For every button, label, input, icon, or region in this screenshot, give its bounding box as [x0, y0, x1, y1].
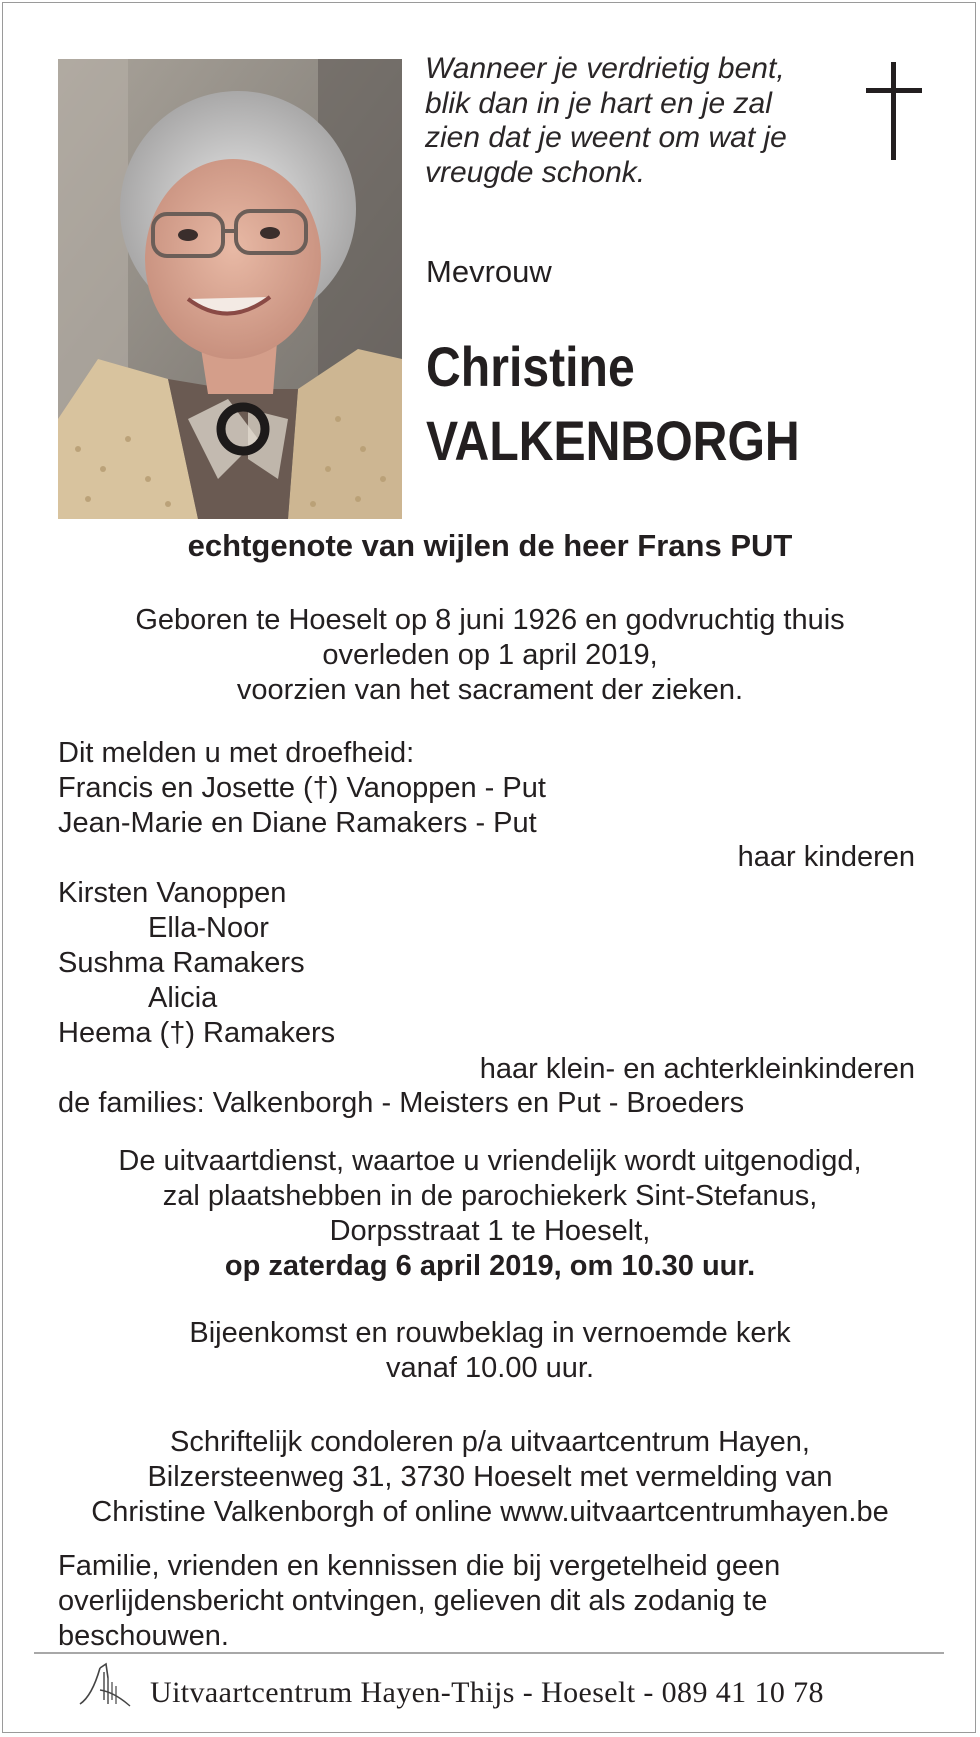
poem-line: blik dan in je hart en je zal: [425, 86, 772, 120]
text-line: Christine Valkenborgh of online www.uitvaartcentrumhayen.be: [91, 1496, 889, 1528]
text-line: Geboren te Hoeselt op 8 juni 1926 en godvruchtig thuis: [135, 604, 845, 636]
grandchild-entry: Heema (†) Ramakers: [58, 1017, 336, 1049]
child-entry: Jean-Marie en Diane Ramakers - Put: [58, 807, 537, 839]
title-prefix: Mevrouw: [426, 254, 552, 289]
text-line: voorzien van het sacrament der zieken.: [236, 674, 744, 706]
text-line: Bijeenkomst en rouwbeklag in vernoemde kerk: [189, 1317, 791, 1349]
deceased-name: [426, 330, 800, 478]
poem-line: vreugde schonk.: [425, 155, 646, 189]
text-line: De uitvaartdienst, waartoe u vriendelijk wordt uitgenodigd,: [118, 1145, 862, 1177]
footer-contact: Uitvaartcentrum Hayen-Thijs - Hoeselt - 089 41 10 78: [150, 1676, 824, 1709]
grandchildren-label: haar klein- en achterkleinkinderen: [479, 1053, 915, 1085]
text-line: beschouwen.: [58, 1620, 229, 1652]
text-line: Schriftelijk condoleren p/a uitvaartcentrum Hayen,: [170, 1426, 810, 1458]
text-line: overleden op 1 april 2019,: [322, 639, 658, 671]
family-intro: Dit melden u met droefheid:: [58, 737, 415, 769]
last-name: VALKENBORGH: [426, 409, 800, 472]
grandchild-entry: Sushma Ramakers: [58, 947, 305, 979]
footer-divider: [34, 1652, 944, 1654]
children-label: haar kinderen: [737, 841, 915, 873]
family-children: [58, 736, 546, 841]
portrait-illustration: [58, 59, 402, 519]
notice-text: [58, 1549, 780, 1654]
grandchild-entry: Alicia: [148, 982, 218, 1014]
spouse-line: echtgenote van wijlen de heer Frans PUT: [187, 528, 793, 563]
funeral-home-logo-icon: [78, 1660, 132, 1708]
condolence-text: [0, 1425, 980, 1530]
grandchild-entry: Ella-Noor: [148, 912, 269, 944]
text-line: vanaf 10.00 uur.: [386, 1352, 594, 1384]
text-line: overlijdensbericht ontvingen, gelieven dit als zodanig te: [58, 1585, 768, 1617]
portrait-photo: [58, 59, 402, 519]
child-entry: Francis en Josette (†) Vanoppen - Put: [58, 772, 546, 804]
text-line: Familie, vrienden en kennissen die bij vergetelheid geen: [58, 1550, 781, 1582]
text-line: Dorpsstraat 1 te Hoeselt,: [329, 1215, 651, 1247]
family-grandchildren: [58, 876, 335, 1051]
first-name: Christine: [426, 335, 635, 398]
cross-icon: [866, 62, 922, 160]
grandchild-entry: Kirsten Vanoppen: [58, 877, 287, 909]
gathering-text: [0, 1316, 980, 1386]
poem-line: zien dat je weent om wat je: [425, 121, 787, 154]
text-line: Bilzersteenweg 31, 3730 Hoeselt met vermelding van: [147, 1461, 833, 1493]
poem: [425, 52, 787, 190]
families-line: de families: Valkenborgh - Meisters en Put - Broeders: [58, 1087, 745, 1119]
poem-line: Wanneer je verdrietig bent,: [425, 52, 785, 85]
text-line: zal plaatshebben in de parochiekerk Sint-Stefanus,: [162, 1180, 818, 1212]
service-text: [0, 1144, 980, 1284]
service-date: op zaterdag 6 april 2019, om 10.30 uur.: [224, 1250, 756, 1282]
birth-death-text: [0, 603, 980, 708]
